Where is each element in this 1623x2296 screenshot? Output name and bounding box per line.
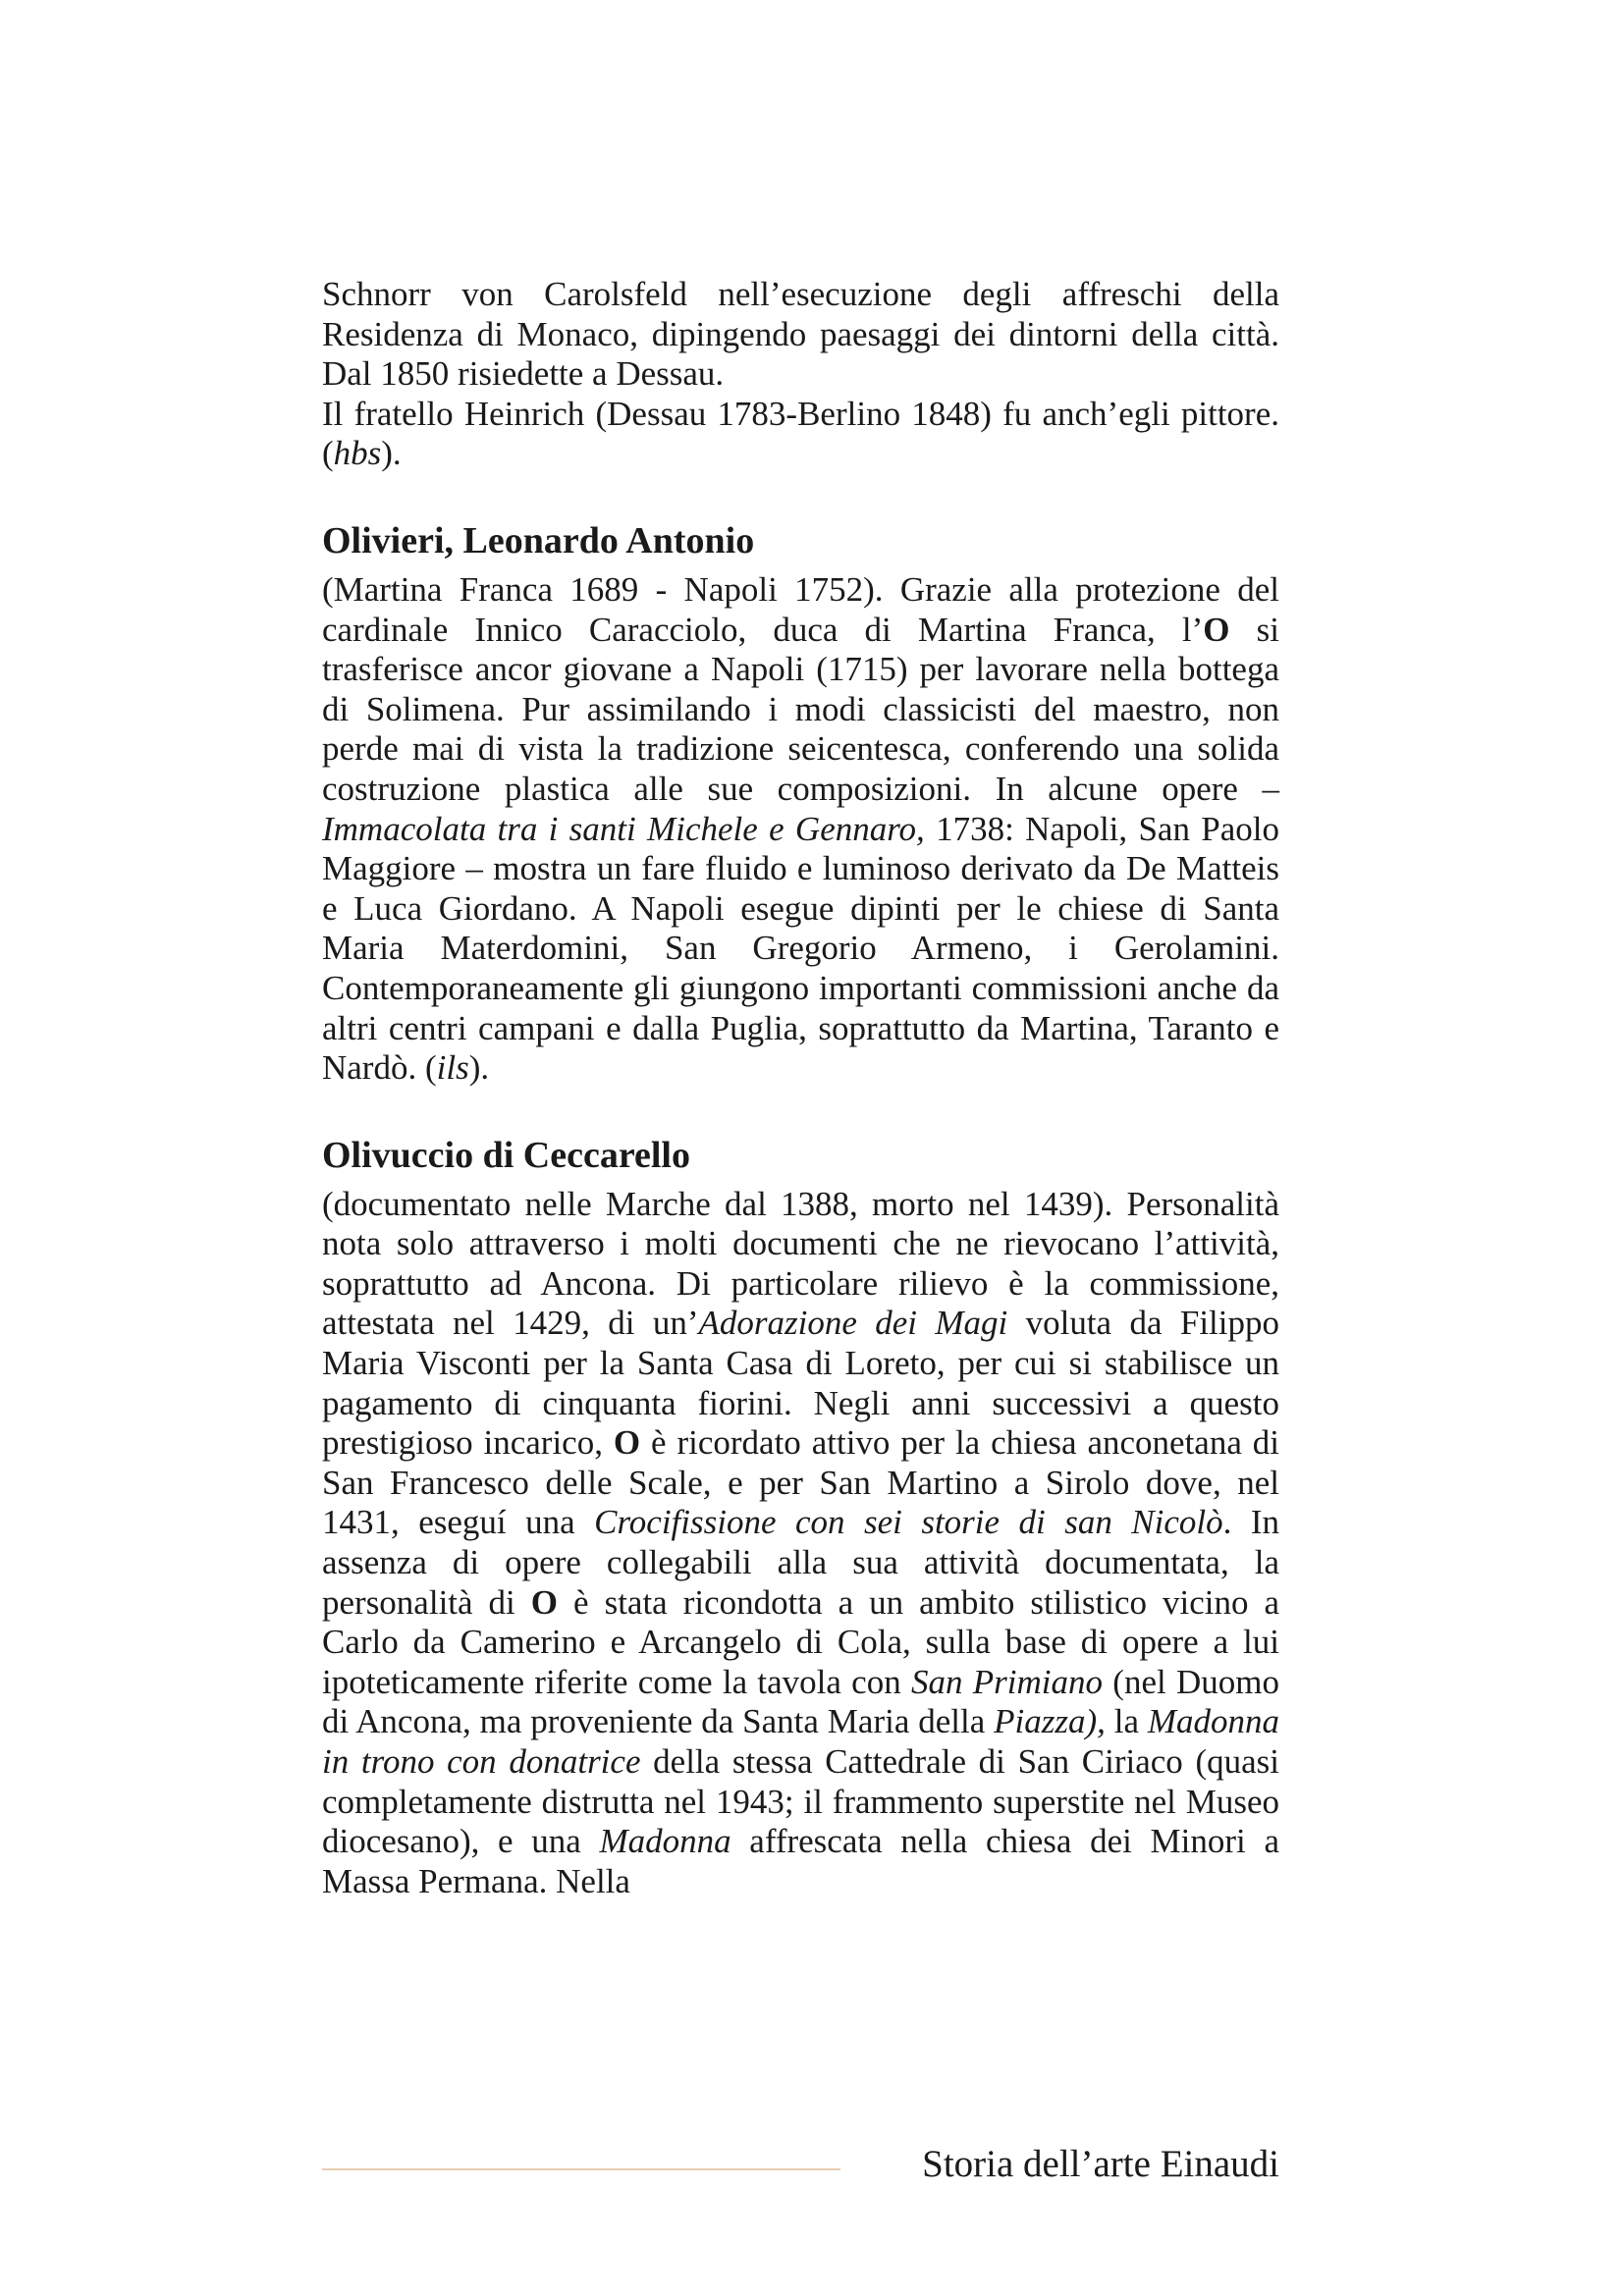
artwork-title: Madonna in trono con donatrice: [322, 1702, 1279, 1781]
artwork-title: San Primiano: [911, 1662, 1104, 1701]
footer-rule: [322, 2168, 840, 2170]
entry2-text: (documentato nelle Marche dal 1388, morto nel 1439). Personalità nota solo attraverso i molti documenti che ne rievocano l’attività, soprattutto ad Ancona. Di particolare rilievo è la commissione, attestata nel 1429, di un’: [322, 1184, 1279, 1343]
entry-title-olivuccio: Olivuccio di Ceccarello: [322, 1134, 690, 1176]
entry2-text: . In assenza di opere collegabili alla sua attività documentata, la personalità di: [322, 1503, 1280, 1622]
entry-body-olivuccio: [322, 1185, 1279, 1902]
entry2-text: affrescata nella chiesa dei Minori a Massa Permana. Nella: [322, 1822, 1279, 1900]
entry2-text: è ricordato attivo per la chiesa anconetana di San Francesco delle Scale, e per San Martino a Sirolo dove, nel 1431, eseguí una: [322, 1423, 1280, 1542]
entry-initial: O: [613, 1423, 641, 1463]
entry1-text: 1738: Napoli, San Paolo Maggiore – mostra un fare fluido e luminoso derivato da De Matteis e Luca Giordano. A Napoli esegue dipinti per le chiese di Santa Maria Materdomini, San Gregorio Armeno, i Gerolamini. Contemporaneamente gli giungono importanti commissioni anche da altri centri campani e dalla Puglia, soprattutto da Martina, Taranto e Nardò. (: [322, 809, 1280, 1088]
continuation-text-2-end: ).: [381, 434, 402, 473]
author-signature: ils: [436, 1048, 469, 1088]
artwork-title: Adorazione dei Magi: [698, 1304, 1008, 1343]
entry1-text: si trasferisce ancor giovane a Napoli (1715) per lavorare nella bottega di Solimena. Pur assimilando i modi classicisti del maestro, non perde mai di vista la tradizione seicentesca, conferendo una solida costruzione plastica alle sue composizioni. In alcune opere –: [322, 610, 1279, 808]
entry-initial: O: [1203, 610, 1230, 649]
entry2-text: la: [1105, 1702, 1148, 1741]
entry2-text: è stata ricondotta a un ambito stilistico vicino a Carlo da Camerino e Arcangelo di Cola, sulla base di opere a lui ipoteticamente riferite come la tavola con: [322, 1582, 1280, 1701]
entry-initial: O: [530, 1582, 559, 1622]
entry2-text: della stessa Cattedrale di San Ciriaco (quasi completamente distrutta nel 1943; il frammento superstite nel Museo diocesano), e una: [322, 1742, 1279, 1861]
entry-body-olivieri: [322, 570, 1279, 1089]
footer-publication-title: Storia dell’arte Einaudi: [922, 2143, 1279, 2185]
entry1-text: (Martina Franca 1689 - Napoli 1752). Grazie alla protezione del cardinale Innico Caracciolo, duca di Martina Franca, l’: [322, 569, 1279, 649]
entry1-text: ).: [468, 1048, 490, 1088]
artwork-title: Madonna: [599, 1822, 731, 1861]
entry2-text: (nel Duomo di Ancona, ma proveniente da Santa Maria della: [322, 1662, 1279, 1741]
continuation-paragraph-1: [322, 275, 1279, 395]
page-body: [322, 275, 1279, 1901]
continuation-text-1: Schnorr von Carolsfeld nell’esecuzione degli affreschi della Residenza di Monaco, dipingendo paesaggi dei dintorni della città. Dal 1850 risiedette a Dessau.: [322, 275, 1279, 394]
entry-title-olivieri: Olivieri, Leonardo Antonio: [322, 519, 755, 561]
entry2-text: voluta da Filippo Maria Visconti per la Santa Casa di Loreto, per cui si stabilisce un pagamento di cinquanta fiorini. Negli anni successivi a questo prestigioso incarico,: [322, 1304, 1279, 1463]
author-signature: hbs: [333, 434, 382, 473]
artwork-title: Immacolata tra i santi Michele e Gennaro,: [322, 809, 925, 848]
artwork-title: Piazza),: [994, 1702, 1106, 1741]
artwork-title: Crocifissione con sei storie di san Nicolò: [594, 1503, 1223, 1542]
continuation-text-2: Il fratello Heinrich (Dessau 1783-Berlino 1848) fu anch’egli pittore. (: [322, 394, 1279, 473]
continuation-paragraph-2: [322, 395, 1279, 474]
